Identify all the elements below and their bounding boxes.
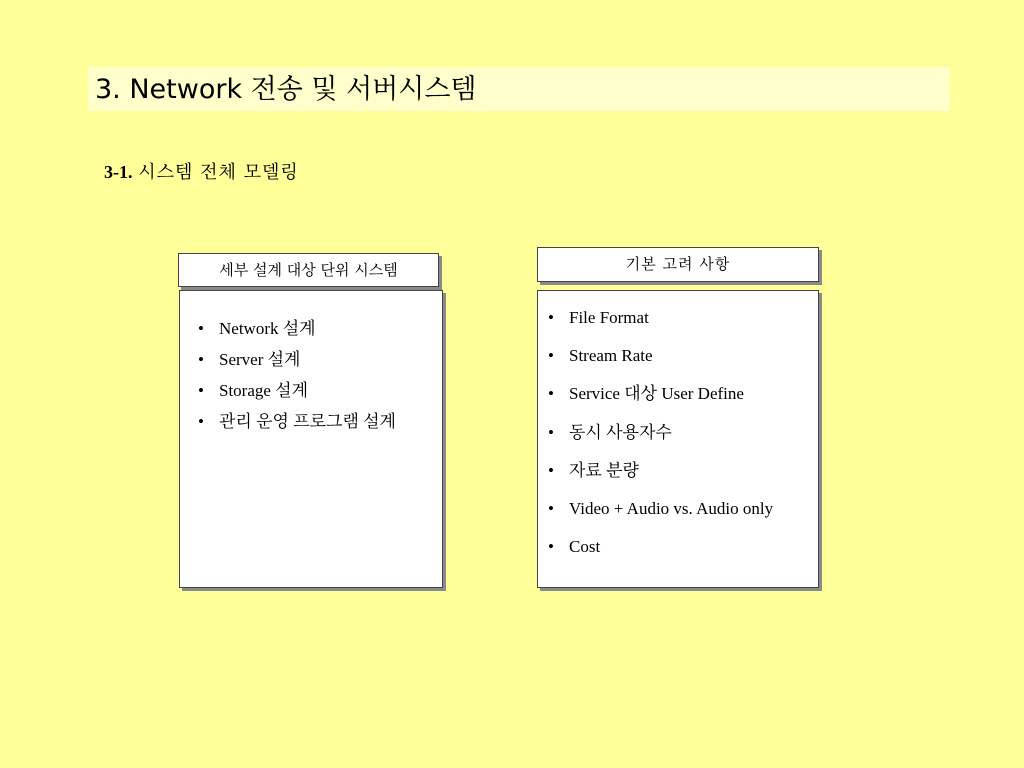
page-title: 3. Network 전송 및 서버시스템 (95, 74, 477, 105)
left-panel-body (179, 290, 443, 588)
right-panel-list (548, 306, 773, 573)
list-item: • Video + Audio vs. Audio only (548, 497, 773, 535)
list-item: • Storage 설계 (198, 379, 396, 410)
left-panel-header: 세부 설계 대상 단위 시스템 (178, 253, 439, 287)
list-item: • 관리 운영 프로그램 설계 (198, 410, 396, 441)
right-panel-header: 기본 고려 사항 (537, 247, 819, 282)
list-item: • 동시 사용자수 (548, 421, 773, 459)
section-heading (104, 160, 299, 185)
left-panel-list (198, 317, 396, 441)
list-item: • 자료 분량 (548, 459, 773, 497)
right-panel-body (537, 290, 819, 588)
list-item: • Stream Rate (548, 344, 773, 382)
list-item: • Server 설계 (198, 348, 396, 379)
list-item: • File Format (548, 306, 773, 344)
list-item: • Service 대상 User Define (548, 382, 773, 420)
section-title: 시스템 전체 모델링 (138, 162, 299, 183)
list-item: • Network 설계 (198, 317, 396, 348)
list-item: • Cost (548, 535, 773, 573)
section-number: 3-1. (104, 162, 133, 182)
